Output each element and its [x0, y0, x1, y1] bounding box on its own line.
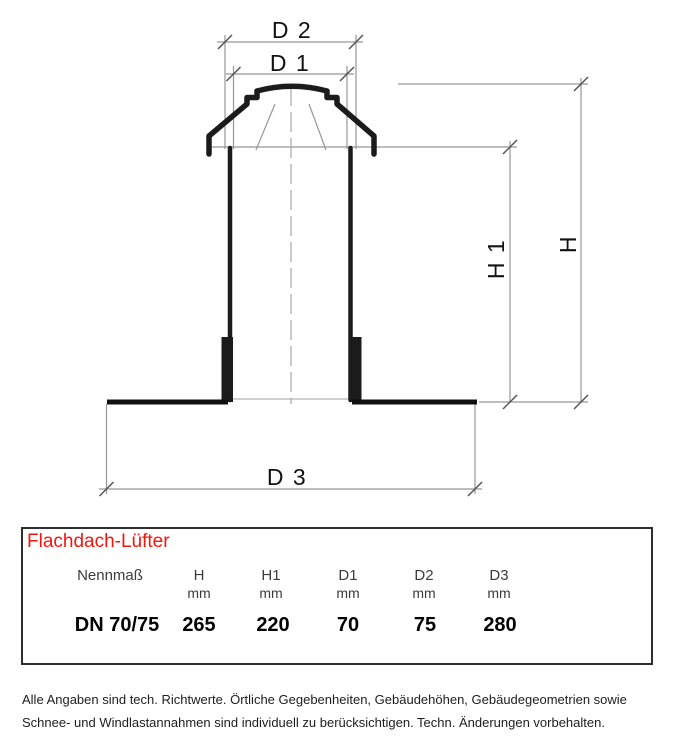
value-h: 265 — [182, 614, 216, 636]
unit-d2: mm — [412, 585, 436, 601]
value-d3: 280 — [483, 614, 517, 636]
column-header-d2: D2 — [414, 567, 434, 584]
column-header-h: H — [193, 567, 205, 584]
extension-lines — [99, 35, 588, 494]
pipe-walls — [230, 148, 351, 400]
column-header-h1: H1 — [261, 567, 281, 584]
spec-table — [21, 527, 653, 665]
column-header-d1: D1 — [338, 567, 358, 584]
dim-label-h1: H 1 — [483, 238, 509, 280]
unit-h1: mm — [259, 585, 283, 601]
dimension-ticks — [100, 35, 589, 496]
value-d2: 75 — [413, 614, 437, 636]
value-h1: 220 — [256, 614, 290, 636]
column-header-nennmass: Nennmaß — [77, 567, 143, 584]
disclaimer — [22, 688, 652, 734]
dim-label-h: H — [555, 234, 581, 254]
unit-d1: mm — [336, 585, 360, 601]
dim-label-d1: D 1 — [269, 50, 311, 76]
dim-label-d3: D 3 — [266, 464, 308, 490]
unit-d3: mm — [487, 585, 511, 601]
dim-label-d2: D 2 — [271, 17, 313, 43]
disclaimer-line-1: Alle Angaben sind tech. Richtwerte. Örtliche Gegebenheiten, Gebäudehöhen, Gebäudegeometrien sowie — [22, 692, 627, 707]
row-name: DN 70/75 — [74, 614, 160, 636]
unit-h: mm — [187, 585, 211, 601]
column-header-d3: D3 — [489, 567, 509, 584]
disclaimer-line-2: Schnee- und Windlastannahmen sind individuell zu berücksichtigen. Techn. Änderungen vorbehalten. — [22, 715, 605, 730]
table-title: Flachdach-Lüfter — [27, 531, 170, 552]
value-d1: 70 — [336, 614, 360, 636]
